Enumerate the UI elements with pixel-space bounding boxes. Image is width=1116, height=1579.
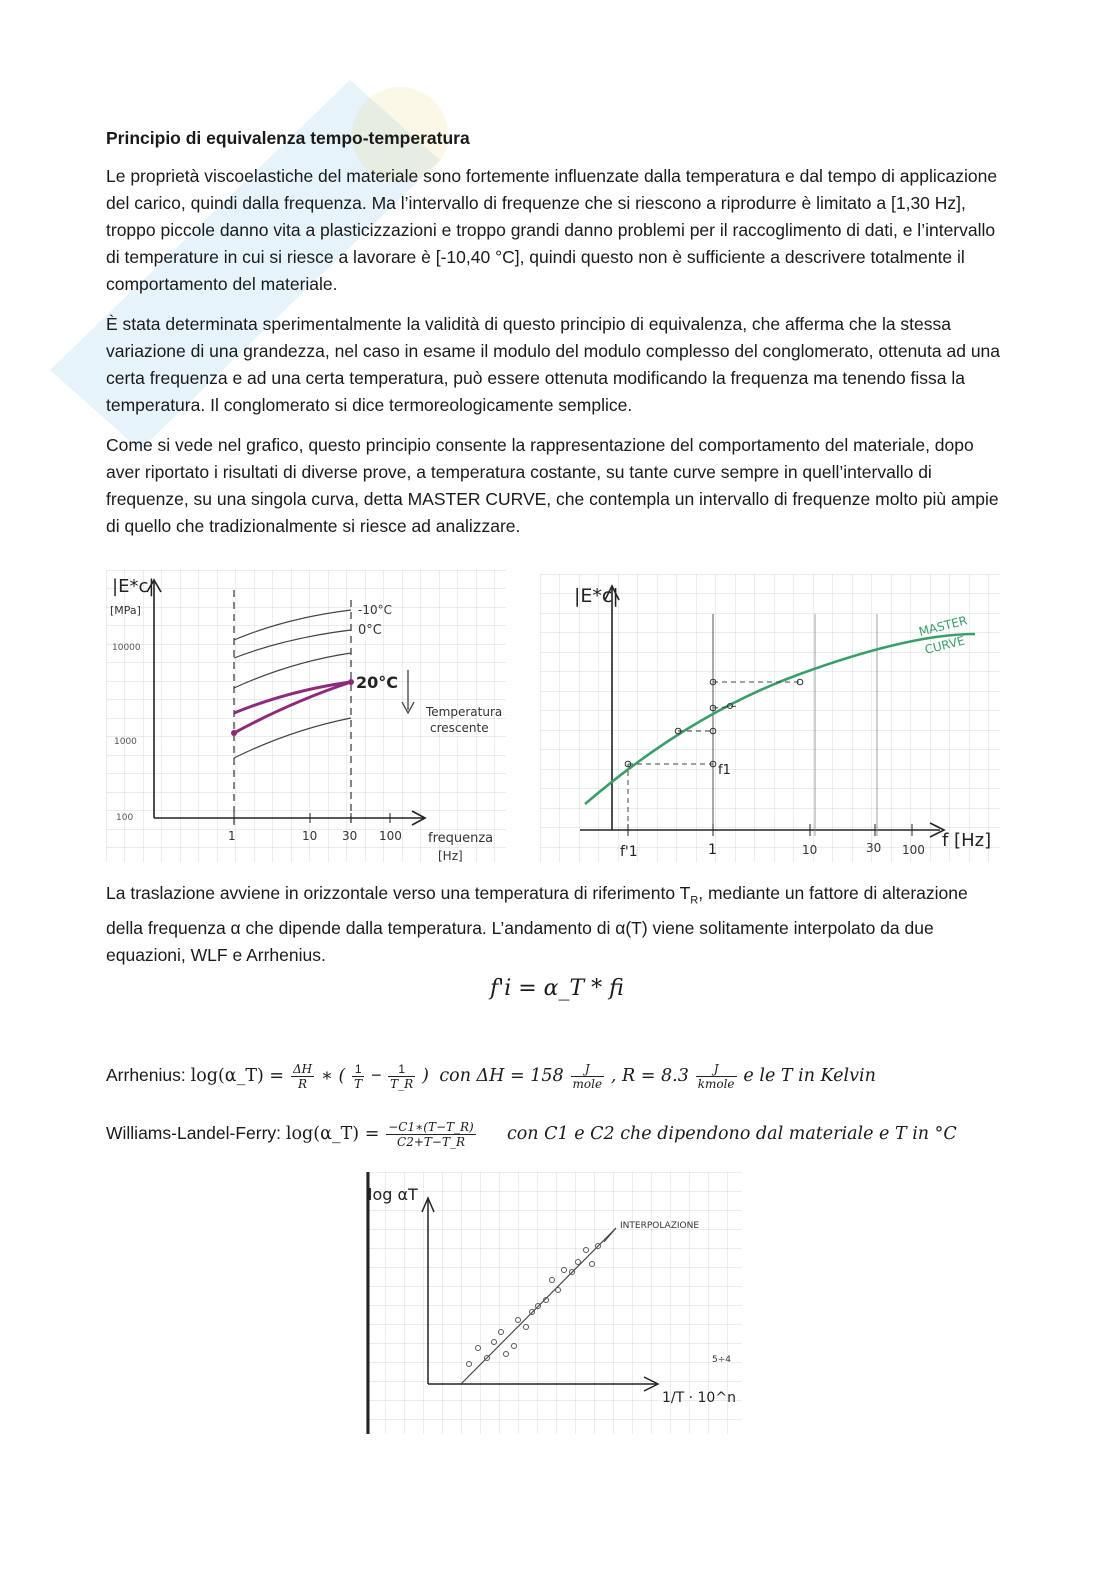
x-tick-30: 30 (342, 829, 358, 843)
x-tick-f1prime: f'1 (620, 844, 638, 860)
x-tick-10-b: 10 (802, 843, 818, 857)
interpolation-label: INTERPOLAZIONE (620, 1221, 700, 1231)
wlf-equation: Williams-Landel-Ferry: log(α_T) = $\frac{-C1∗(T-T\_R)}{C2+T-T\_R}$ con C1 e C2 che dipendono dal materiale e T in °C (106, 1120, 957, 1149)
arrow-label-2: crescente (430, 721, 489, 735)
x-tick-100-b: 100 (902, 843, 925, 857)
x-axis-unit: [Hz] (438, 849, 463, 862)
label-0: 0°C (358, 623, 382, 638)
paragraph-1: Le proprietà viscoelastiche del materiale sono fortemente influenzate dalla temperatura e dal tempo di applicazione del carico, quindi dalla frequenza. Ma l’intervallo di frequenze che si riescono a riprodurre è limitato a [1,30 Hz], troppo piccole danno vita a plasticizzazioni e troppo grandi danno problemi per il raccoglimento di dati, e l’intervallo di temperature in cui si riesce a lavorare è [-10,40 °C], quindi questo non è sufficiente a descrivere totalmente il comportamento del materiale. (106, 166, 998, 294)
x-axis-label-3: 1/T · 10^n (662, 1390, 736, 1406)
section-title: Principio di equivalenza tempo-temperatura (106, 128, 470, 148)
arrow-label-1: Temperatura (426, 705, 503, 719)
y-tick-1000: 1000 (114, 737, 137, 747)
x-tick-100: 100 (379, 829, 402, 843)
figure-master-curve (540, 574, 1000, 862)
x-axis-label: frequenza (428, 831, 494, 846)
master-label-2: CURVE (923, 633, 967, 657)
label-20: 20°C (356, 673, 399, 692)
y-axis-unit: [MPa] (110, 604, 141, 617)
y-axis-label: |E*c| (112, 576, 155, 597)
shift-formula: f'i = α_T * fi (490, 976, 624, 1001)
y-tick-10000: 10000 (112, 643, 141, 653)
arrhenius-equation: Arrhenius: log(α_T) = $\frac{\Delta H}{R}$ ∗ ( $\frac{1}{T}$ − $\frac{1}{T\_R}$ ) con ΔH = 158 $\frac{J}{\text{mole}}$ , R = 8.3 $\frac{J}{\text{kmole}}$ e le T in Kelvin (106, 1062, 876, 1091)
x-axis-label-2: f [Hz] (942, 830, 992, 851)
paragraph-2: È stata determinata sperimentalmente la validità di questo principio di equivalenza, che afferma che la stessa variazione di una grandezza, nel caso in esame il modulo del modulo complesso del conglomerato, ottenuta ad una certa frequenza e ad una certa temperatura, può essere ottenuta modificando la frequenza ma tenendo fissa la temperatura. Il conglomerato si dice termoreologicamente semplice. (106, 314, 1001, 415)
y-tick-100: 100 (116, 813, 134, 823)
point-label-f1: f1 (718, 763, 731, 778)
paragraph-4: La traslazione avviene in orizzontale verso una temperatura di riferimento $T_R$, mediante un fattore di alterazione della frequenza α che dipende dalla temperatura. L’andamento di α(T) viene solitamente interpolato da due equazioni, WLF e Arrhenius. (106, 883, 968, 965)
side-note: 5÷4 (712, 1355, 731, 1365)
y-axis-label-2: |E*c| (574, 585, 619, 607)
paragraph-3: Come si vede nel grafico, questo principio consente la rappresentazione del comportamento del materiale, dopo aver riportato i risultati di diverse prove, a temperatura costante, su tante curve sempre in quell’intervallo di frequenze, su una singola curva, detta MASTER CURVE, che contempla un intervallo di frequenze molto più ampie di quello che tradizionalmente si riesce ad analizzare. (106, 435, 999, 536)
master-label-1: MASTER (917, 613, 969, 639)
x-tick-1-b: 1 (708, 842, 717, 858)
x-tick-10: 10 (302, 829, 318, 843)
label-minus10: -10°C (358, 603, 392, 617)
x-tick-30-b: 30 (866, 841, 882, 855)
x-tick-1: 1 (228, 829, 236, 843)
y-axis-label-3: log αT (368, 1185, 418, 1204)
figure-interpolation (366, 1172, 742, 1434)
figure-isotherms (106, 570, 506, 862)
